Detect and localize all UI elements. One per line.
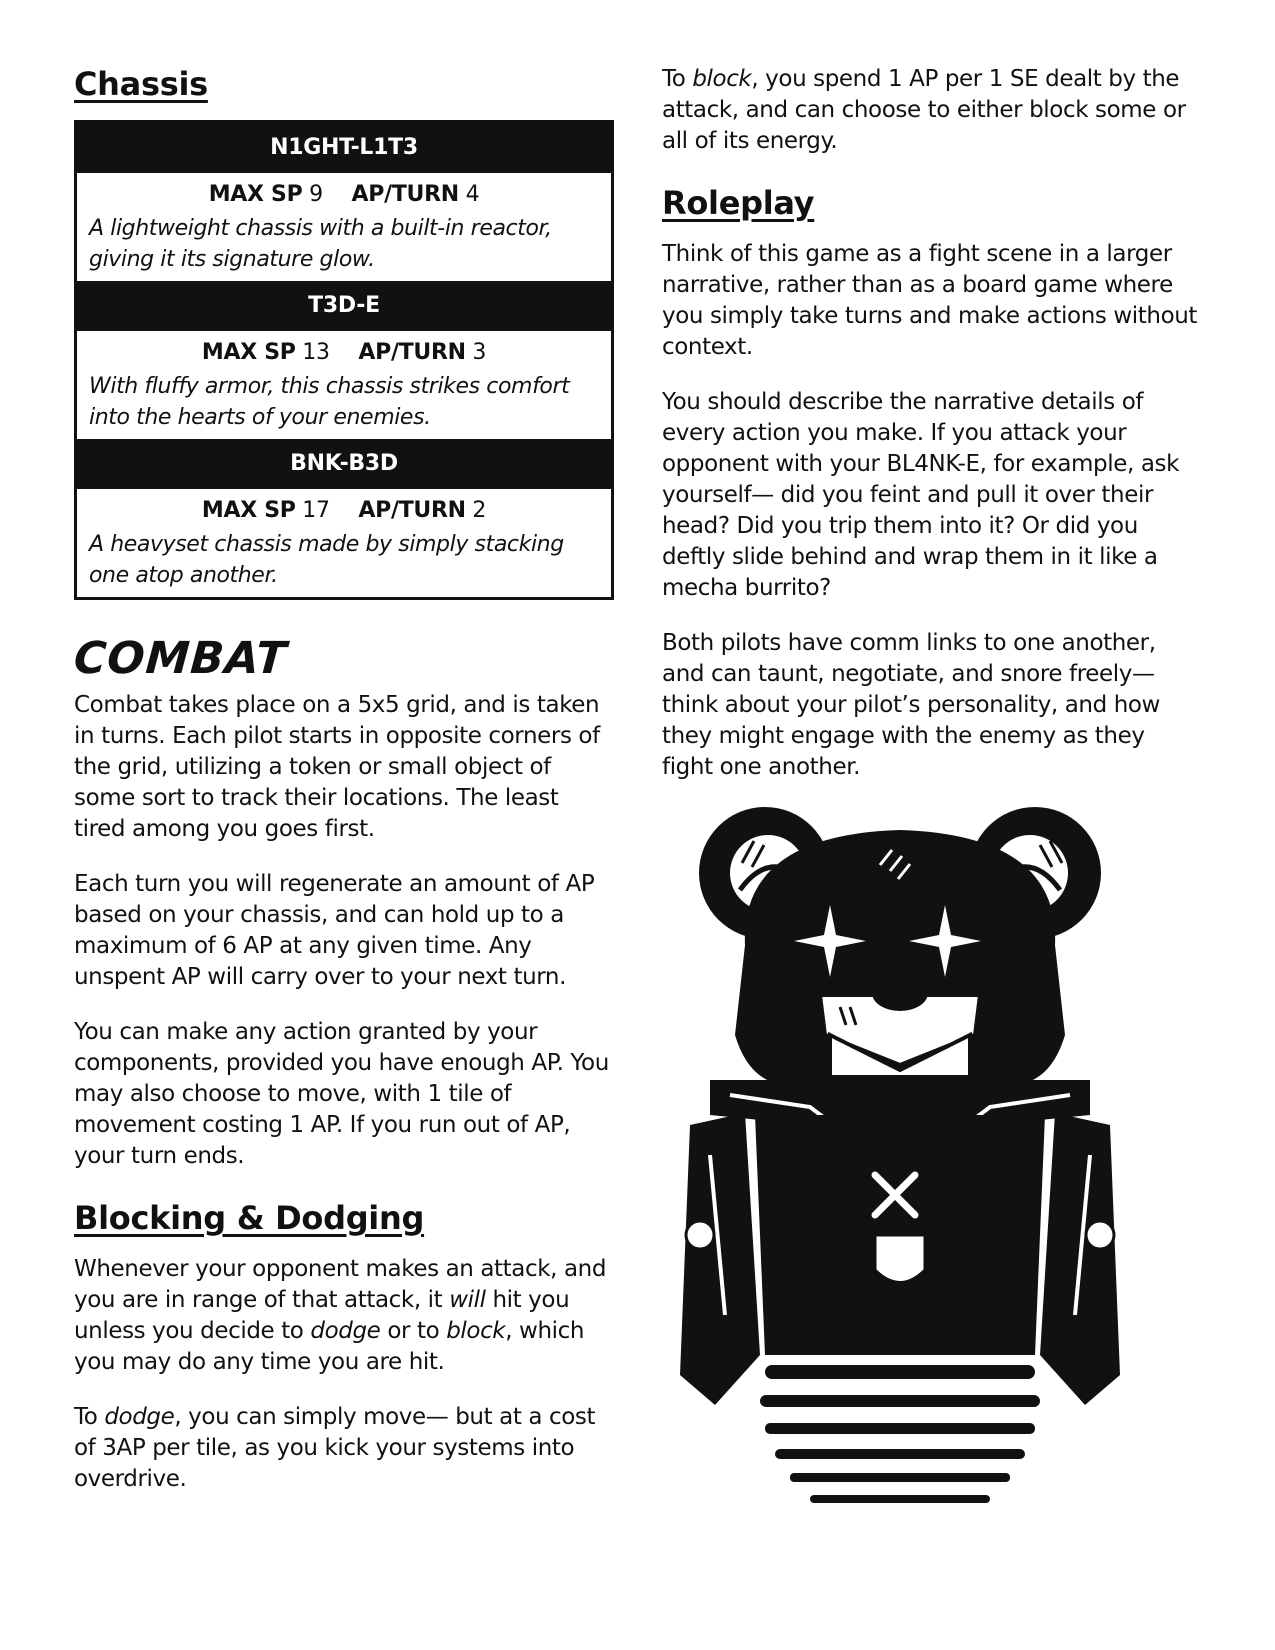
max-sp-label: MAX SP	[201, 340, 296, 365]
ap-turn-value: 3	[472, 340, 487, 365]
ap-turn-value: 4	[465, 182, 480, 207]
left-column	[74, 62, 614, 1519]
bear-nose	[872, 975, 928, 1011]
roleplay-paragraph-1: Think of this game as a fight scene in a larger narrative, rather than as a board game where you simply take turns and make actions without context.	[662, 241, 1198, 360]
combat-paragraph-3: You can make any action granted by your components, provided you have enough AP. You may also choose to move, with 1 tile of movement costing 1 AP. If you run out of AP, your turn ends.	[74, 1019, 609, 1169]
combat-paragraph-2: Each turn you will regenerate an amount of AP based on your chassis, and can hold up to a maximum of 6 AP at any given time. Any unspent AP will carry over to your next turn.	[74, 871, 595, 990]
mecha-bear-illustration	[670, 795, 1210, 1590]
chassis-description: A lightweight chassis with a built-in reactor, giving it its signature glow.	[89, 216, 552, 272]
chassis-description: A heavyset chassis made by simply stacking one atop another.	[89, 532, 564, 588]
roleplay-paragraph-2: You should describe the narrative details of every action you make. If you attack your opponent with your BL4NK-E, for example, ask yourself— did you feint and pull it over their head? Did you trip them into it? Or did you deftly slide behind and wrap them in it like a mecha burrito?	[662, 389, 1180, 601]
chassis-name: BNK-B3D	[77, 439, 611, 489]
right-column	[662, 64, 1202, 807]
bear-tongue-tag	[875, 1235, 925, 1283]
ap-turn-label: AP/TURN	[358, 498, 466, 523]
emphasis-block: block	[446, 1318, 506, 1344]
max-sp-label: MAX SP	[208, 182, 303, 207]
max-sp-value: 9	[309, 182, 323, 207]
chassis-entry	[77, 489, 611, 597]
chassis-name: T3D-E	[77, 281, 611, 331]
blocking-paragraph-3: To block, you spend 1 AP per 1 SE dealt by the attack, and can choose to either block some or all of its energy.	[662, 66, 1186, 154]
emphasis-will: will	[449, 1287, 486, 1313]
chassis-stats	[89, 493, 599, 529]
combat-heading: COMBAT	[72, 633, 289, 684]
roleplay-heading: Roleplay	[662, 184, 815, 222]
chassis-name: N1GHT-L1T3	[77, 123, 611, 173]
blocking-heading: Blocking & Dodging	[74, 1199, 425, 1237]
ap-turn-label: AP/TURN	[351, 182, 459, 207]
ap-turn-value: 2	[472, 498, 487, 523]
chassis-table	[74, 120, 614, 600]
roleplay-paragraph-3: Both pilots have comm links to one another, and can taunt, negotiate, and snore freely— think about your pilot’s personality, and how they might engage with the enemy as they fight one another.	[662, 630, 1160, 780]
emphasis-block: block	[692, 66, 752, 92]
max-sp-value: 17	[302, 498, 330, 523]
chassis-heading: Chassis	[74, 65, 208, 103]
blocking-paragraph-2: To dodge, you can simply move— but at a cost of 3AP per tile, as you kick your systems into overdrive.	[74, 1404, 596, 1492]
max-sp-value: 13	[302, 340, 330, 365]
chassis-description: With fluffy armor, this chassis strikes comfort into the hearts of your enemies.	[89, 374, 570, 430]
max-sp-label: MAX SP	[201, 498, 296, 523]
chassis-stats	[89, 177, 599, 213]
chassis-entry	[77, 173, 611, 281]
chassis-entry	[77, 331, 611, 439]
blocking-paragraph-1: Whenever your opponent makes an attack, and you are in range of that attack, it will hit you unless you decide to dodge or to block, which you may do any time you are hit.	[74, 1256, 607, 1375]
emphasis-dodge: dodge	[310, 1318, 381, 1344]
ap-turn-label: AP/TURN	[358, 340, 466, 365]
chassis-stats	[89, 335, 599, 371]
emphasis-dodge: dodge	[104, 1404, 175, 1430]
combat-paragraph-1: Combat takes place on a 5x5 grid, and is taken in turns. Each pilot starts in opposite corners of the grid, utilizing a token or small object of some sort to track their locations. The least tired among you goes first.	[74, 692, 600, 842]
lower-body-stripes	[760, 1365, 1040, 1503]
